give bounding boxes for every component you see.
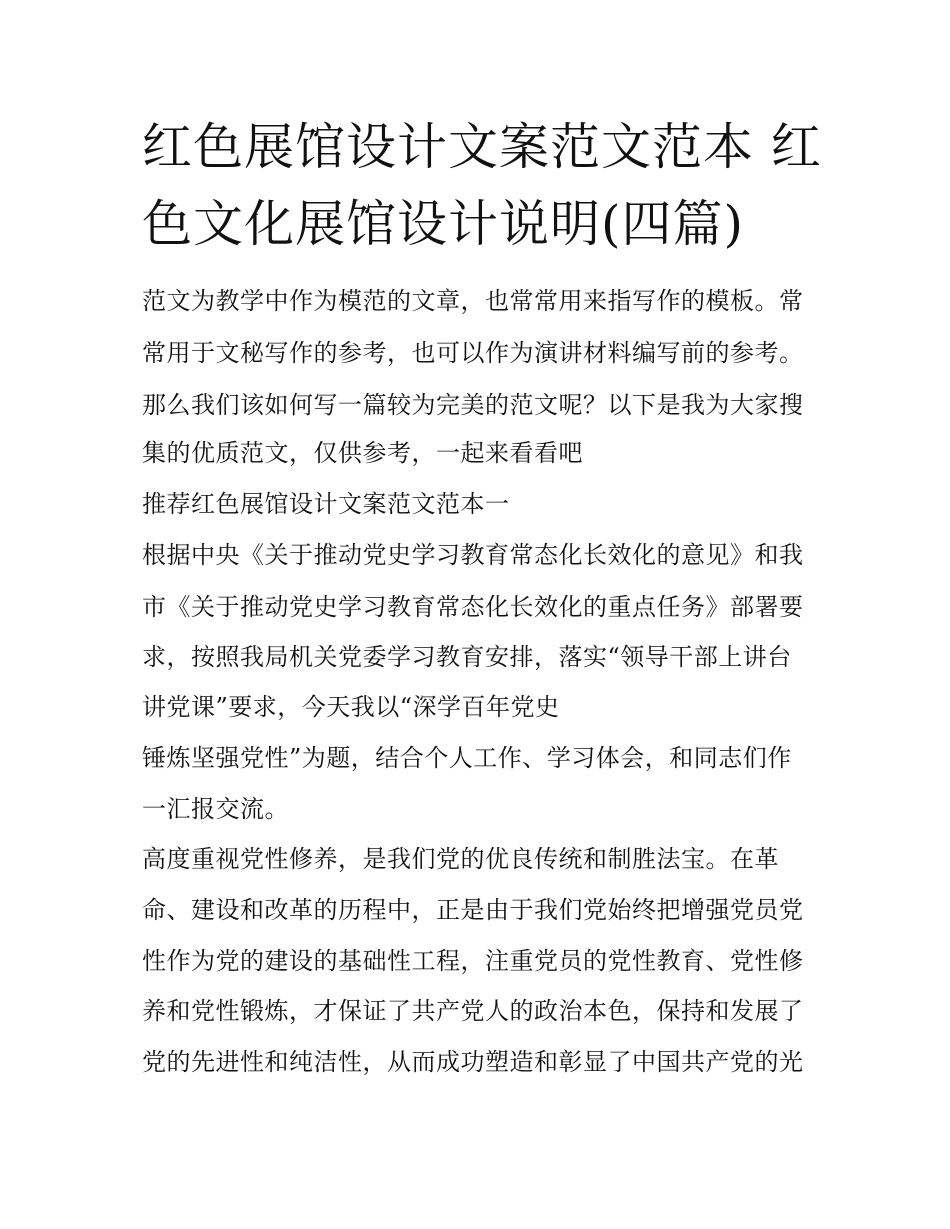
paragraph-2-line-1: 高度重视党性修养，是我们党的优良传统和制胜法宝。在革 — [142, 845, 779, 873]
intro-line-2: 常用于文秘写作的参考，也可以作为演讲材料编写前的参考。 — [142, 339, 804, 367]
paragraph-2-line-3: 性作为党的建设的基础性工程，注重党员的党性教育、党性修 — [142, 947, 804, 975]
paragraph-1-line-2: 市《关于推动党史学习教育常态化长效化的重点任务》部署要 — [142, 593, 804, 621]
section-heading: 推荐红色展馆设计文案范文范本一 — [142, 490, 510, 518]
paragraph-2-line-4: 养和党性锻炼，才保证了共产党人的政治本色，保持和发展了 — [142, 997, 804, 1025]
document-title-line-2: 色文化展馆设计说明(四篇) — [142, 195, 745, 253]
intro-line-3: 那么我们该如何写一篇较为完美的范文呢？以下是我为大家搜 — [142, 391, 804, 419]
intro-line-4: 集的优质范文，仅供参考，一起来看看吧 — [142, 439, 583, 467]
paragraph-2-line-2: 命、建设和改革的历程中，正是由于我们党始终把增强党员党 — [142, 896, 804, 924]
paragraph-2-line-5: 党的先进性和纯洁性，从而成功塑造和彰显了中国共产党的光 — [142, 1048, 804, 1076]
paragraph-1-line-4: 讲党课”要求，今天我以“深学百年党史 — [142, 693, 560, 721]
intro-line-1: 范文为教学中作为模范的文章，也常常用来指写作的模板。常 — [142, 287, 804, 315]
paragraph-1-line-3: 求，按照我局机关党委学习教育安排，落实“领导干部上讲台 — [142, 643, 792, 671]
paragraph-1-line-5: 锤炼坚强党性”为题，结合个人工作、学习体会，和同志们作 — [142, 744, 792, 772]
document-title-line-1: 红色展馆设计文案范文范本 红 — [142, 118, 822, 176]
paragraph-1-line-1: 根据中央《关于推动党史学习教育常态化长效化的意见》和我 — [142, 541, 804, 569]
paragraph-1-line-6: 一汇报交流。 — [142, 795, 289, 823]
